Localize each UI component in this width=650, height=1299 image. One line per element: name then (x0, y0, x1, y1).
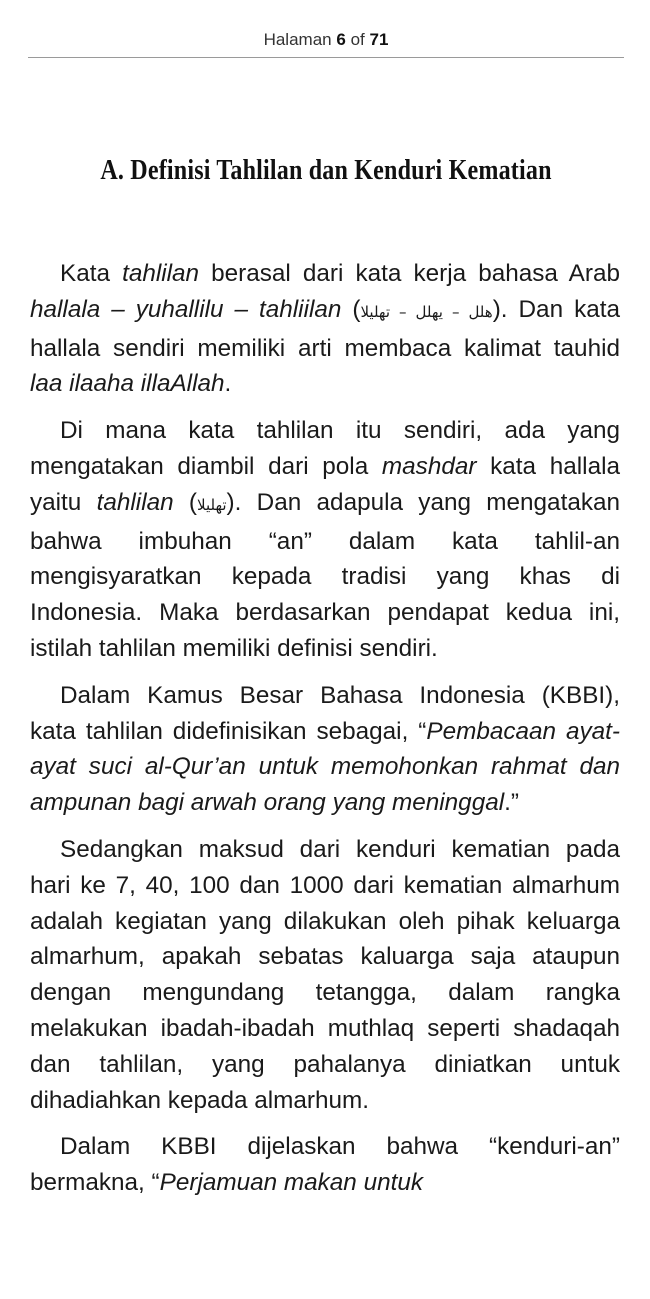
text-span: berasal dari kata kerja bahasa Arab (199, 260, 620, 287)
text-span: ( (173, 488, 198, 516)
italic-term: hallala – yuhallilu – tahliilan (30, 295, 342, 323)
italic-term: laa ilaaha illaAllah (30, 370, 225, 398)
paragraph-4 (30, 832, 620, 1118)
arabic-text: هلل – يهلل – تهليلا (360, 302, 493, 321)
text-span: Kata (60, 260, 123, 287)
text-span: ( (341, 295, 361, 323)
paragraph-3 (30, 678, 620, 821)
current-page-number: 6 (336, 30, 346, 49)
text-span: Dalam Kamus Besar Bahasa Indonesia (KBBI), kata tahlilan didefinisikan sebagai, “ (30, 681, 620, 745)
italic-term: mashdar (381, 452, 477, 480)
italic-term: tahlilan (122, 260, 200, 287)
header-prefix: Halaman (263, 30, 332, 49)
text-span: ). Dan kata hallala sendiri memiliki arti membaca kalimat tauhid (30, 295, 620, 362)
header-divider (28, 57, 624, 58)
text-span: . (224, 370, 232, 398)
page-header (28, 30, 624, 56)
text-span: Di mana kata tahlilan itu sendiri, ada yang mengatakan diambil dari pola (30, 417, 620, 480)
text-span: ). Dan adapula yang mengatakan bahwa imbuhan “an” dalam kata tahlil-an mengisyaratkan kepada tradisi yang khas di Indonesia. Maka berdasarkan pendapat kedua ini, istilah tahlilan memiliki definisi sendiri. (30, 488, 621, 662)
text-span: Sedangkan maksud dari kenduri kematian pada hari ke 7, 40, 100 dan 1000 dari kematian almarhum adalah kegiatan yang dilakukan oleh pihak keluarga almarhum, apakah sebatas kaluarga saja ataupun dengan mengundang tetangga, dalam rangka melakukan ibadah-ibadah muthlaq seperti shadaqah dan tahlilan, yang pahalanya diniatkan untuk dihadiahkan kepada almarhum. (30, 835, 620, 1114)
total-pages-number: 71 (369, 30, 389, 49)
italic-quote: Pembacaan ayat-ayat suci al-Qur’an untuk memohonkan rahmat dan ampunan bagi arwah orang yang meninggal (30, 717, 621, 817)
italic-term: tahlilan (96, 488, 174, 516)
body-text (30, 256, 620, 1212)
paragraph-2 (30, 413, 620, 667)
text-span: kata hallala yaitu (30, 452, 621, 516)
italic-quote: Perjamuan makan untuk (159, 1169, 424, 1197)
text-span: Dalam KBBI dijelaskan bahwa “kenduri-an” bermakna, “ (30, 1133, 620, 1197)
paragraph-1 (30, 256, 620, 402)
arabic-text: تهليلا (197, 495, 227, 514)
text-span: .” (504, 789, 519, 817)
paragraph-5 (30, 1129, 620, 1201)
section-title: A. Definisi Tahlilan dan Kenduri Kematian (100, 155, 552, 186)
header-of-label: of (350, 30, 365, 49)
